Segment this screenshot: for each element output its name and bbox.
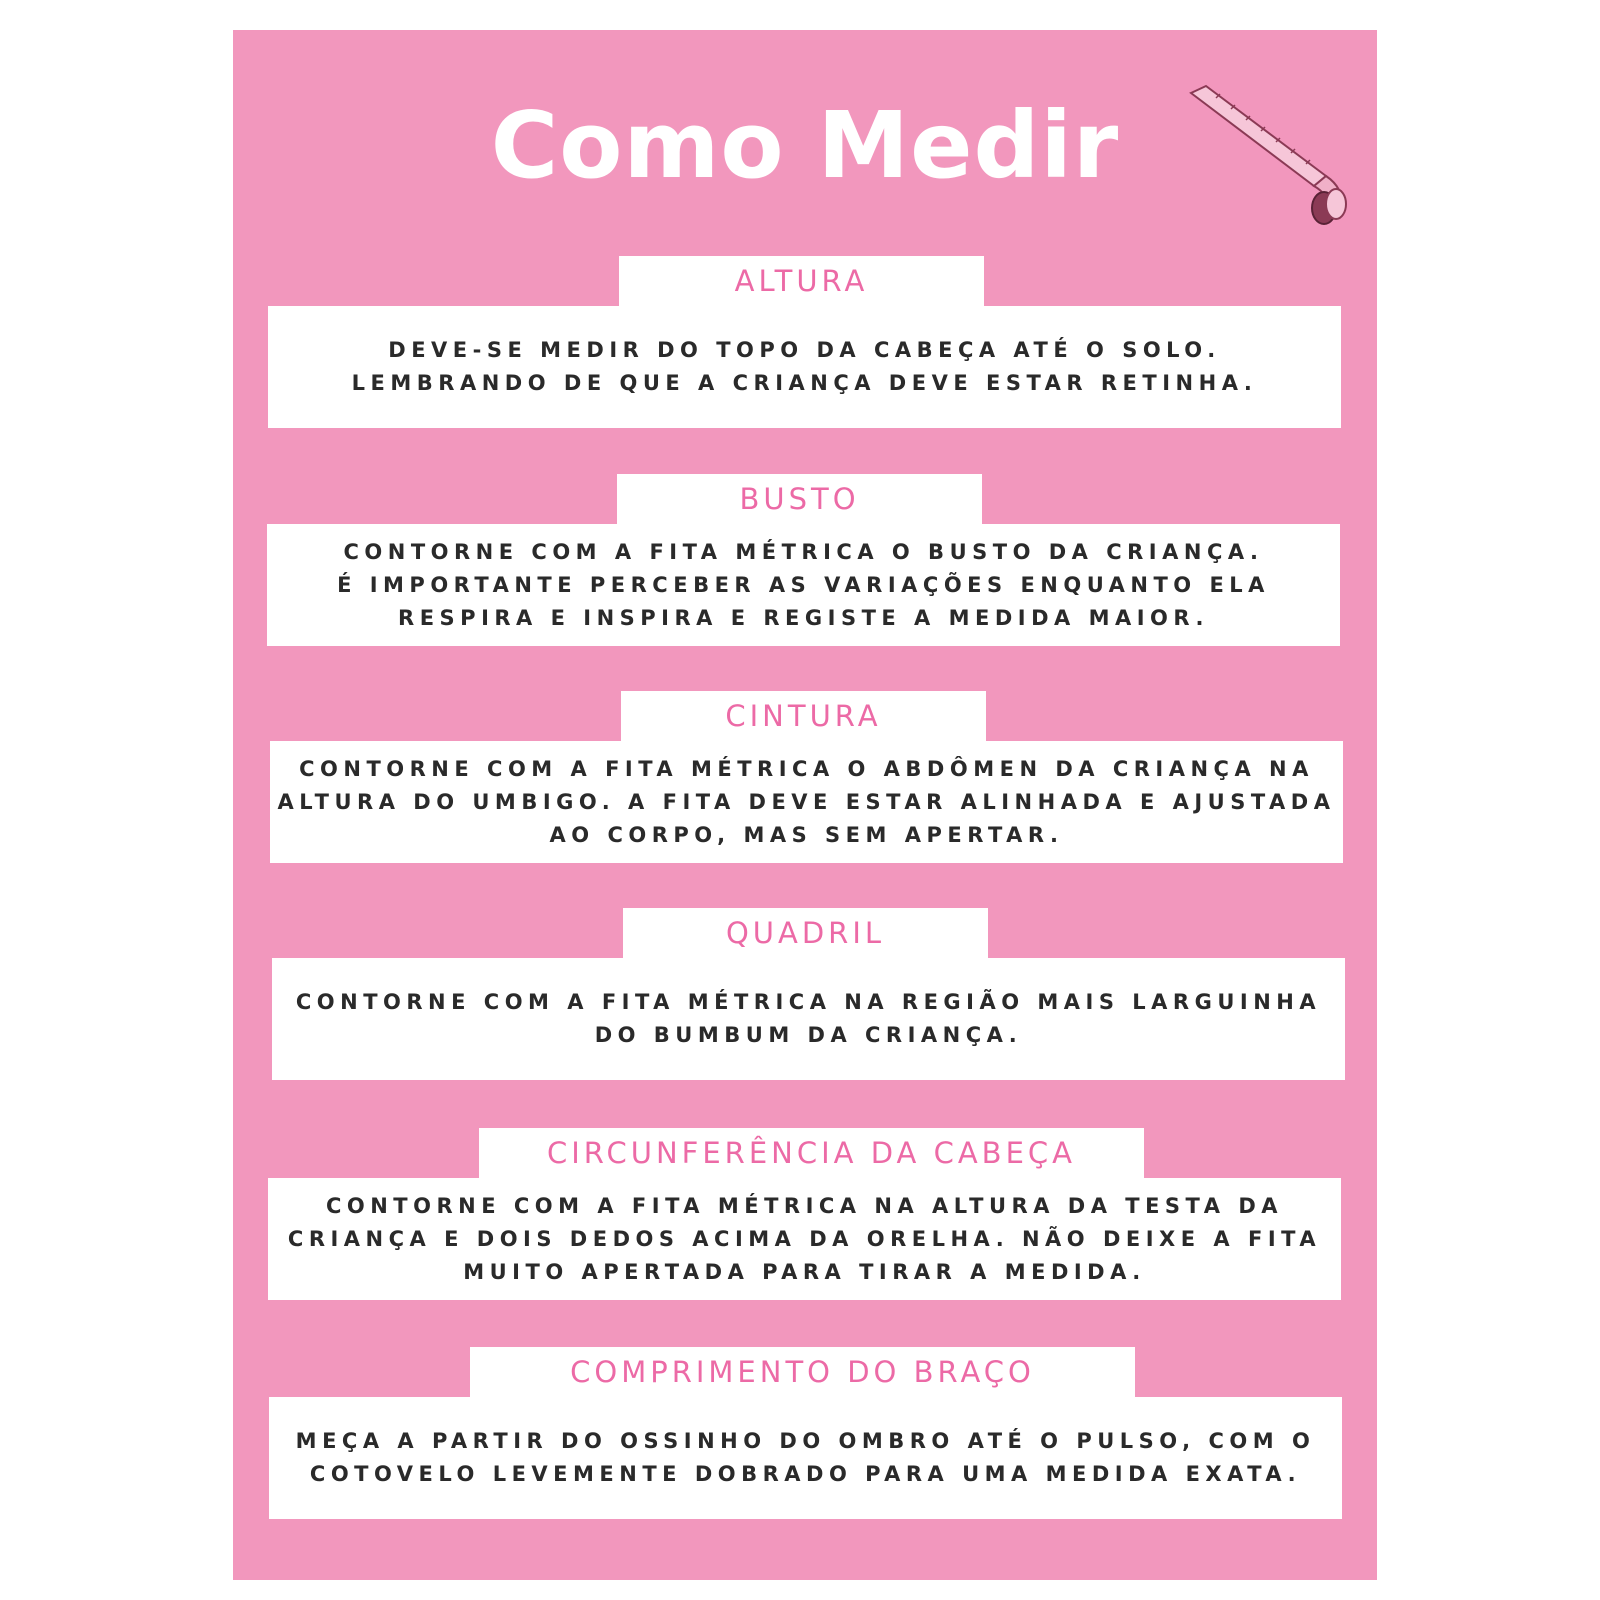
section-body: [268, 1178, 1341, 1300]
section-text: CONTORNE COM A FITA MÉTRICA O ABDÔMEN DA CRIANÇA NA ALTURA DO UMBIGO. A FITA DEVE ESTAR ALINHADA E AJUSTADA AO CORPO, MAS SEM APERTAR.: [277, 756, 1336, 847]
measuring-guide-poster: [233, 30, 1377, 1580]
section-body: [272, 958, 1345, 1080]
section-heading: CINTURA: [621, 691, 986, 749]
section-body: [267, 524, 1340, 646]
section-text: CONTORNE COM A FITA MÉTRICA NA ALTURA DA TESTA DA CRIANÇA E DOIS DEDOS ACIMA DA ORELHA. NÃO DEIXE A FITA MUITO APERTADA PARA TIRAR A MEDIDA.: [287, 1193, 1322, 1284]
measuring-tape-icon: [1186, 58, 1366, 238]
section-heading: ALTURA: [619, 256, 984, 314]
section-text: MEÇA A PARTIR DO OSSINHO DO OMBRO ATÉ O PULSO, COM O COTOVELO LEVEMENTE DOBRADO PARA UMA MEDIDA EXATA.: [295, 1429, 1316, 1486]
page-title: Como Medir: [490, 92, 1120, 199]
section-heading: BUSTO: [617, 474, 982, 532]
section-heading: COMPRIMENTO DO BRAÇO: [470, 1347, 1135, 1405]
section-body: [270, 741, 1343, 863]
section-body: [269, 1397, 1342, 1519]
section-heading: QUADRIL: [623, 908, 988, 966]
section-body: [268, 306, 1341, 428]
section-text: DEVE-SE MEDIR DO TOPO DA CABEÇA ATÉ O SOLO. LEMBRANDO DE QUE A CRIANÇA DEVE ESTAR RETINHA.: [351, 338, 1258, 395]
section-text: CONTORNE COM A FITA MÉTRICA O BUSTO DA CRIANÇA. É IMPORTANTE PERCEBER AS VARIAÇÕES ENQUANTO ELA RESPIRA E INSPIRA E REGISTE A MEDIDA MAIOR.: [337, 539, 1270, 630]
section-text: CONTORNE COM A FITA MÉTRICA NA REGIÃO MAIS LARGUINHA DO BUMBUM DA CRIANÇA.: [295, 990, 1322, 1047]
section-heading: CIRCUNFERÊNCIA DA CABEÇA: [479, 1128, 1144, 1186]
